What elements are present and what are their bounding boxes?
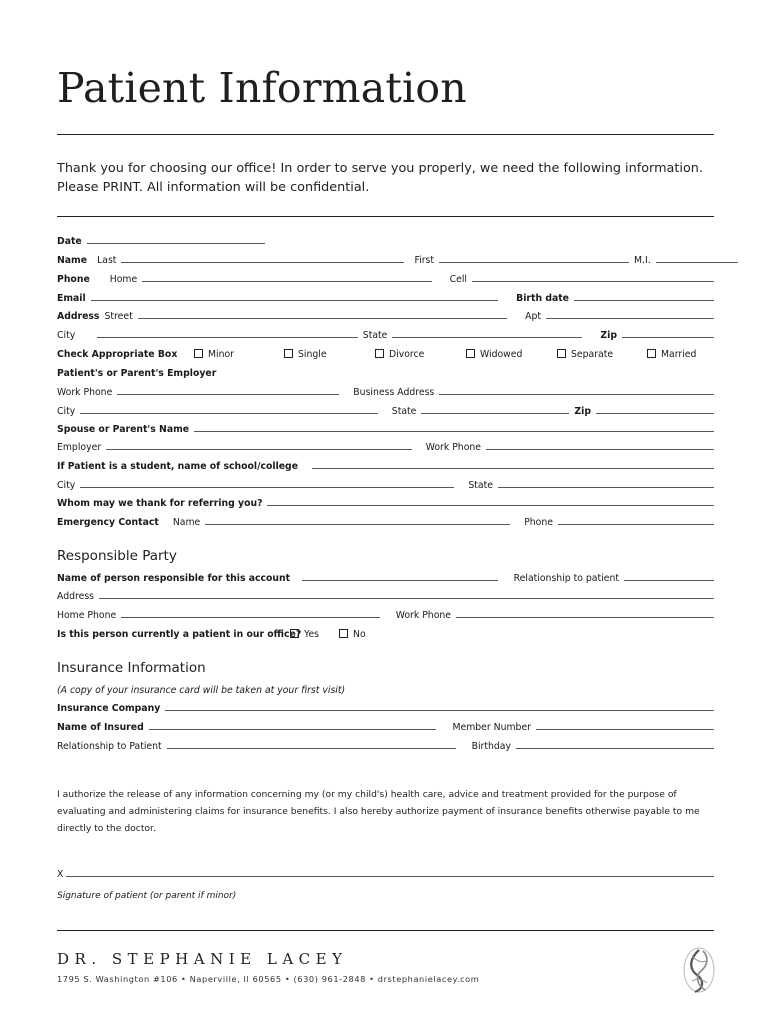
date-field[interactable] [87, 243, 265, 244]
employer-heading: Patient's or Parent's Employer [57, 368, 217, 379]
spouse-employer-label: Employer [57, 442, 102, 453]
first-name-field[interactable] [439, 262, 629, 263]
birthday-label: Birthday [471, 741, 511, 752]
spouse-work-phone-field[interactable] [486, 449, 714, 450]
school-city-field[interactable] [80, 487, 454, 488]
insurance-relationship-label: Relationship to Patient [57, 741, 162, 752]
work-phone-label: Work Phone [57, 387, 113, 398]
city-field[interactable] [97, 337, 358, 338]
widowed-option[interactable]: Widowed [466, 349, 557, 360]
referral-row [57, 495, 714, 509]
work-row [57, 384, 714, 398]
single-option[interactable]: Single [284, 349, 375, 360]
insured-row [57, 719, 714, 733]
responsible-person-field[interactable] [302, 580, 497, 581]
name-row [57, 252, 714, 266]
state-field[interactable] [392, 337, 582, 338]
spouse-label: Spouse or Parent's Name [57, 424, 190, 435]
employer-city-row [57, 403, 714, 417]
responsible-address-row [57, 588, 714, 602]
responsible-work-phone-field[interactable] [456, 617, 714, 618]
city-label: City [57, 330, 76, 341]
business-address-label: Business Address [353, 387, 435, 398]
emergency-row [57, 514, 714, 528]
responsible-work-phone-label: Work Phone [395, 610, 451, 621]
employer-city-label: City [57, 406, 76, 417]
employer-state-field[interactable] [421, 413, 569, 414]
responsible-is-patient-label: Is this person currently a patient in our office? [57, 629, 302, 640]
employer-city-field[interactable] [80, 413, 378, 414]
insurance-company-field[interactable] [165, 710, 714, 711]
member-number-field[interactable] [536, 729, 714, 730]
practice-logo-icon [677, 945, 721, 995]
insurance-heading: Insurance Information [57, 660, 206, 676]
divorce-checkbox[interactable] [375, 349, 384, 358]
cell-label: Cell [449, 274, 467, 285]
separate-option[interactable]: Separate [557, 349, 647, 360]
responsible-address-field[interactable] [99, 598, 714, 599]
address-label: Address [57, 311, 100, 322]
yes-checkbox[interactable] [290, 629, 299, 638]
last-name-field[interactable] [121, 262, 404, 263]
signature-caption: Signature of patient (or parent if minor) [57, 891, 237, 901]
home-phone-field[interactable] [142, 281, 431, 282]
responsible-home-phone-field[interactable] [121, 617, 379, 618]
emergency-label: Emergency Contact [57, 517, 159, 528]
birthday-field[interactable] [516, 748, 714, 749]
insurance-note-row [57, 682, 714, 696]
signature-field[interactable] [66, 876, 714, 877]
intro-text [57, 159, 714, 197]
date-label: Date [57, 236, 82, 247]
insurance-relationship-field[interactable] [167, 748, 456, 749]
intro-line-1: Thank you for choosing our office! In order to serve you properly, we need the following information. [57, 161, 703, 176]
ec-phone-label: Phone [524, 517, 553, 528]
footer-rule [57, 930, 714, 931]
responsible-patient-row [57, 626, 714, 640]
home-label: Home [109, 274, 138, 285]
title-rule [57, 134, 714, 135]
cell-phone-field[interactable] [472, 281, 714, 282]
zip-label: Zip [600, 330, 617, 341]
zip-field[interactable] [622, 337, 714, 338]
yes-option[interactable]: Yes [290, 629, 339, 640]
intro-line-2: Please PRINT. All information will be confidential. [57, 180, 370, 195]
email-row [57, 290, 714, 304]
ec-name-label: Name [172, 517, 201, 528]
responsible-relationship-label: Relationship to patient [513, 573, 619, 584]
authorization-text: I authorize the release of any information concerning my (or my child's) health care, advice and treatment provided for the purpose of evaluating and administering claims for insurance benefits. I also hereby authorize payment of insurance benefits otherwise payable to me directly to the doctor. [57, 789, 700, 834]
state-label: State [362, 330, 388, 341]
birth-date-label: Birth date [516, 293, 569, 304]
first-label: First [414, 255, 435, 266]
spouse-field[interactable] [194, 431, 714, 432]
minor-option[interactable]: Minor [194, 349, 284, 360]
spouse-row [57, 421, 714, 435]
responsible-relationship-field[interactable] [624, 580, 714, 581]
insurance-relationship-row [57, 738, 714, 752]
phone-label: Phone [57, 274, 90, 285]
street-label: Street [104, 311, 133, 322]
phone-row [57, 271, 714, 285]
member-number-label: Member Number [452, 722, 531, 733]
marital-row [57, 346, 714, 360]
school-state-label: State [468, 480, 493, 491]
ec-phone-field[interactable] [558, 524, 714, 525]
ec-name-field[interactable] [205, 524, 510, 525]
spouse-employer-field[interactable] [106, 449, 412, 450]
intro-rule [57, 216, 714, 217]
no-option[interactable]: No [339, 629, 366, 640]
date-row [57, 233, 714, 247]
minor-checkbox[interactable] [194, 349, 203, 358]
birth-date-field[interactable] [574, 300, 714, 301]
widowed-checkbox[interactable] [466, 349, 475, 358]
page-title: Patient Information [57, 64, 467, 112]
married-option[interactable]: Married [647, 349, 696, 360]
signature-row [57, 866, 714, 880]
spouse-work-phone-label: Work Phone [425, 442, 481, 453]
responsible-home-phone-label: Home Phone [57, 610, 117, 621]
business-address-field[interactable] [439, 394, 714, 395]
insurance-company-row [57, 700, 714, 714]
school-label: If Patient is a student, name of school/college [57, 461, 299, 472]
responsible-person-row [57, 570, 714, 584]
street-field[interactable] [138, 318, 507, 319]
apt-label: Apt [525, 311, 541, 322]
email-label: Email [57, 293, 86, 304]
divorce-option[interactable]: Divorce [375, 349, 466, 360]
footer-address: 1795 S. Washington #106 • Naperville, Il 60565 • (630) 961-2848 • drstephanielacey.com [57, 974, 480, 984]
responsible-phone-row [57, 607, 714, 621]
no-checkbox[interactable] [339, 629, 348, 638]
spouse-employer-row [57, 439, 714, 453]
signature-x: X [57, 869, 64, 880]
apt-field[interactable] [546, 318, 714, 319]
referral-field[interactable] [267, 505, 714, 506]
employer-zip-label: Zip [574, 406, 591, 417]
responsible-person-label: Name of person responsible for this account [57, 573, 291, 584]
mi-field[interactable] [656, 262, 738, 263]
insured-field[interactable] [149, 729, 437, 730]
employer-heading-row [57, 365, 714, 379]
referral-label: Whom may we thank for referring you? [57, 498, 263, 509]
school-state-field[interactable] [498, 487, 714, 488]
school-city-row [57, 477, 714, 491]
employer-state-label: State [391, 406, 417, 417]
name-label: Name [57, 255, 88, 266]
responsible-address-label: Address [57, 591, 95, 602]
married-checkbox[interactable] [647, 349, 656, 358]
insurance-company-label: Insurance Company [57, 703, 161, 714]
work-phone-field[interactable] [117, 394, 339, 395]
school-field[interactable] [312, 468, 714, 469]
employer-zip-field[interactable] [596, 413, 714, 414]
address-row [57, 308, 714, 322]
insured-label: Name of Insured [57, 722, 144, 733]
email-field[interactable] [91, 300, 498, 301]
single-checkbox[interactable] [284, 349, 293, 358]
school-city-label: City [57, 480, 76, 491]
mi-label: M.I. [634, 255, 651, 266]
footer-doctor-name: DR. STEPHANIE LACEY [57, 950, 348, 968]
city-row [57, 327, 714, 341]
school-row [57, 458, 714, 472]
check-box-label: Check Appropriate Box [57, 349, 178, 360]
insurance-note: (A copy of your insurance card will be taken at your first visit) [57, 685, 346, 696]
separate-checkbox[interactable] [557, 349, 566, 358]
last-label: Last [97, 255, 117, 266]
responsible-heading: Responsible Party [57, 548, 177, 564]
